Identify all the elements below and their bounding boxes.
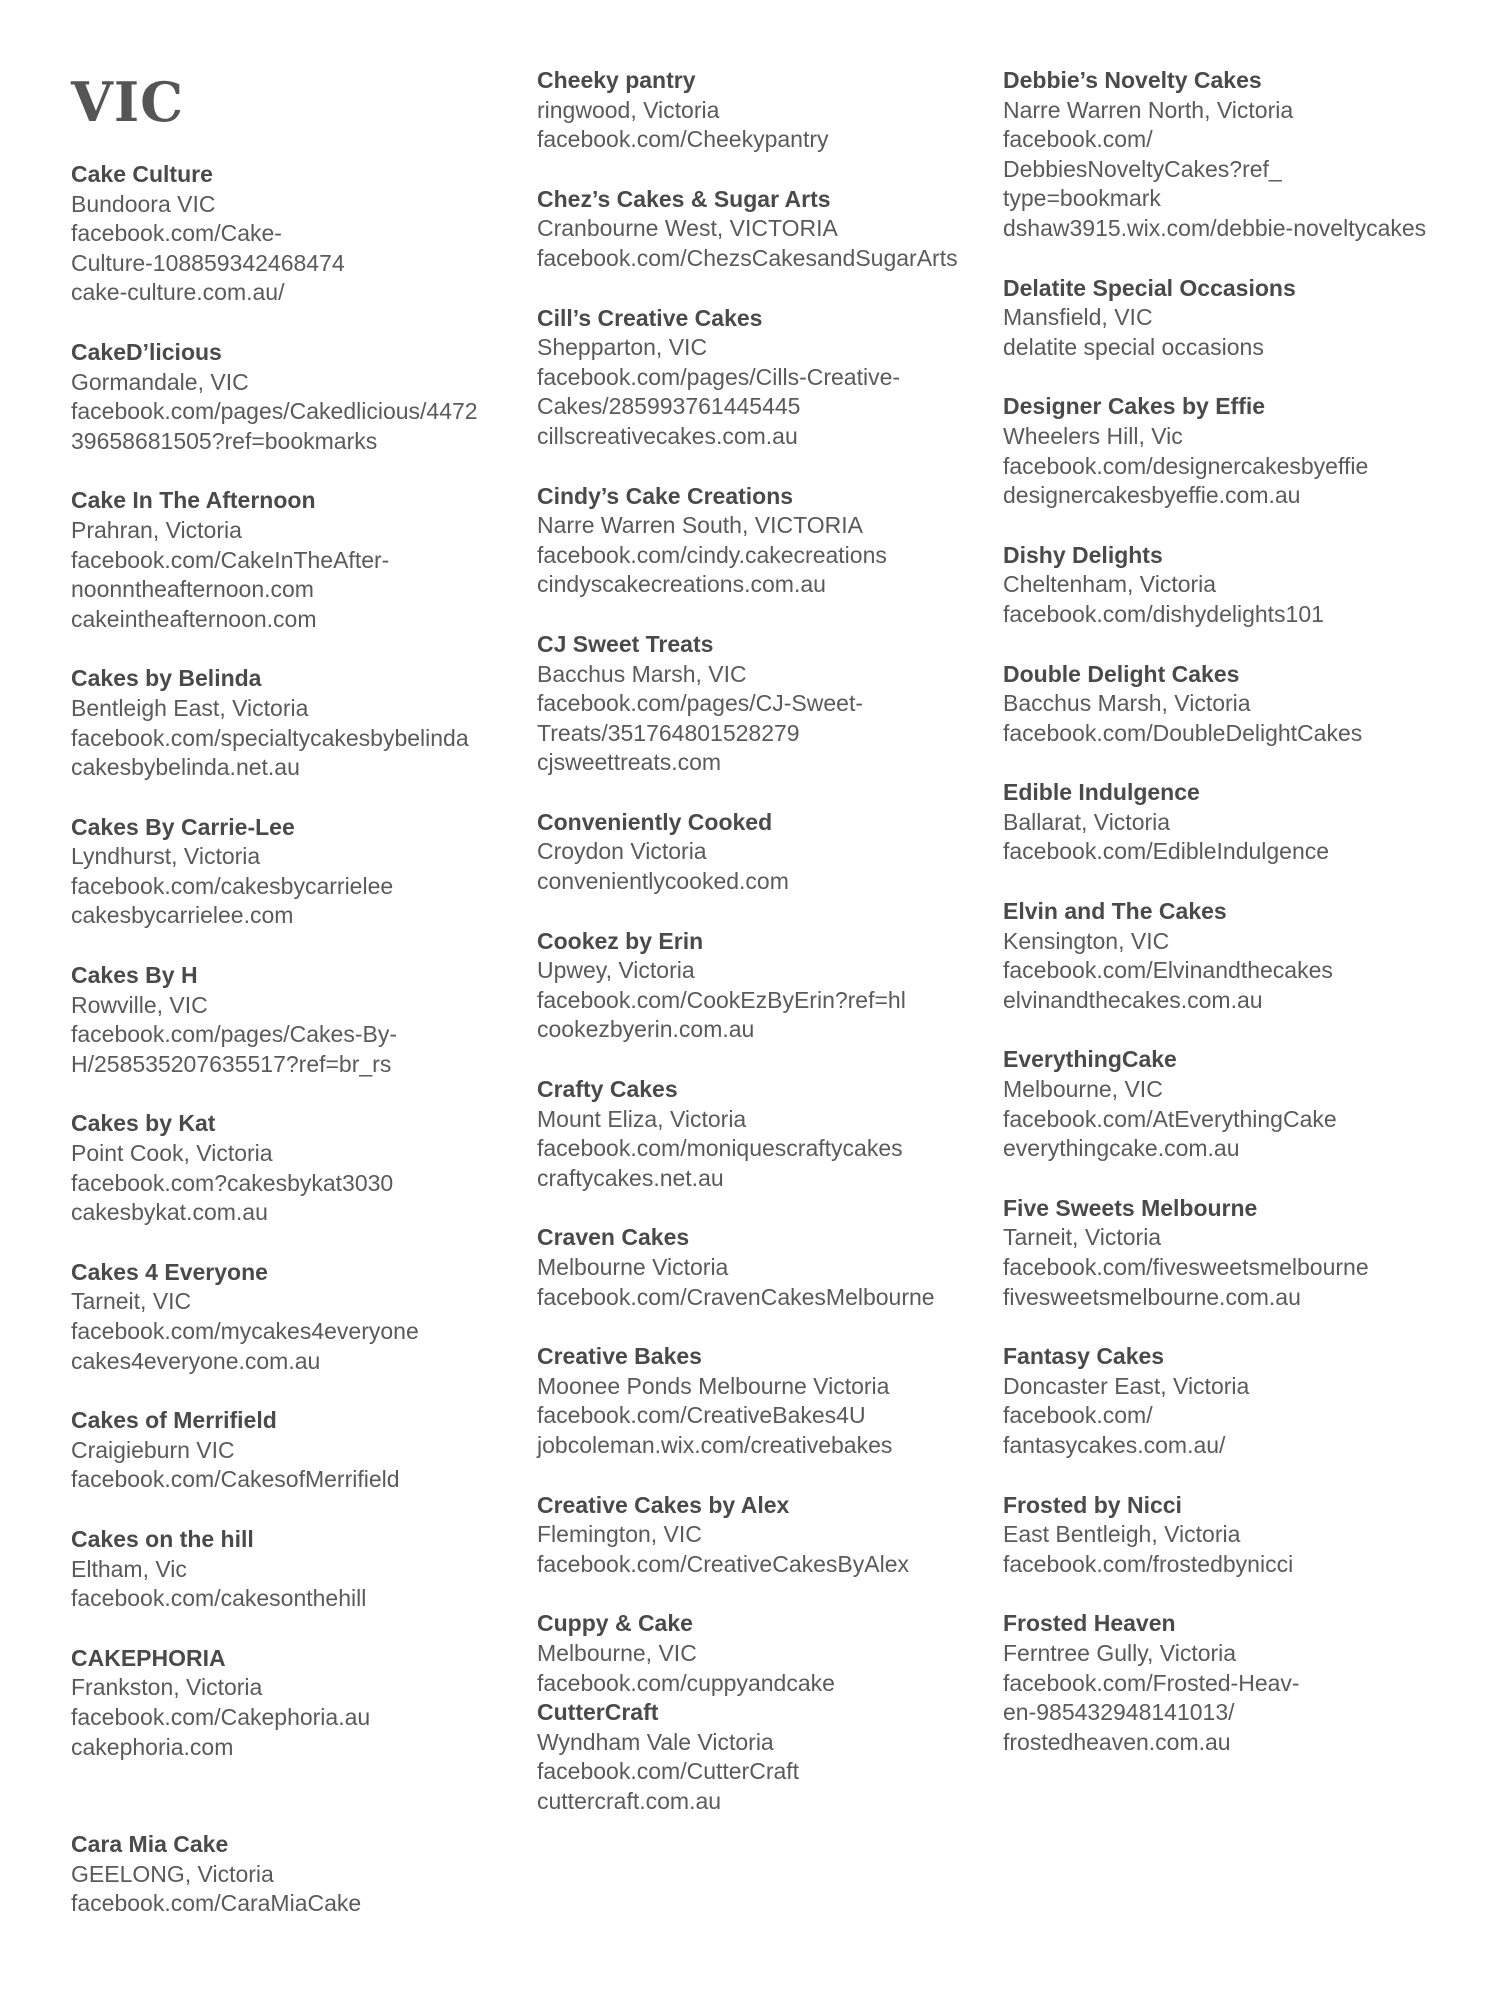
business-detail-line: cakes4everyone.com.au: [71, 1347, 321, 1374]
business-entry: [71, 813, 511, 931]
business-entry: [537, 304, 977, 452]
business-detail-line: East Bentleigh, Victoria: [1003, 1521, 1241, 1548]
business-detail-line: GEELONG, Victoria: [71, 1860, 274, 1887]
business-detail-line: Flemington, VIC: [537, 1521, 702, 1548]
business-name: EverythingCake: [1003, 1046, 1177, 1073]
business-detail-line: facebook.com/: [1003, 126, 1153, 153]
business-detail-line: Bacchus Marsh, VIC: [537, 660, 747, 687]
business-entry: [537, 1342, 977, 1460]
business-detail-line: convenientlycooked.com: [537, 868, 789, 895]
business-detail-line: facebook.com/cakesonthehill: [71, 1585, 367, 1612]
business-detail-line: Cranbourne West, VICTORIA: [537, 215, 838, 242]
column-1: [71, 66, 511, 1949]
business-name: CutterCraft: [537, 1699, 659, 1726]
business-detail-line: frostedheaven.com.au: [1003, 1728, 1231, 1755]
business-detail-line: cakesbybelinda.net.au: [71, 754, 300, 781]
business-detail-line: Rowville, VIC: [71, 991, 208, 1018]
business-detail-line: Wyndham Vale Victoria: [537, 1728, 774, 1755]
business-entry: [1003, 392, 1473, 510]
business-entry: [1003, 66, 1473, 244]
column-3: [1003, 66, 1473, 1787]
business-detail-line: fivesweetsmelbourne.com.au: [1003, 1283, 1301, 1310]
business-detail-line: facebook.com/cuppyandcake: [537, 1669, 835, 1696]
business-name: Frosted by Nicci: [1003, 1491, 1182, 1518]
business-name: Cill’s Creative Cakes: [537, 304, 763, 331]
business-name: Designer Cakes by Effie: [1003, 393, 1266, 420]
business-entry: [1003, 1045, 1473, 1163]
business-detail-line: cjsweettreats.com: [537, 749, 722, 776]
business-detail-line: type=bookmark: [1003, 185, 1161, 212]
business-entry: [1003, 778, 1473, 867]
business-detail-line: Gormandale, VIC: [71, 368, 249, 395]
business-detail-line: Croydon Victoria: [537, 838, 707, 865]
business-detail-line: facebook.com/fivesweetsmelbourne: [1003, 1254, 1369, 1280]
business-detail-line: elvinandthecakes.com.au: [1003, 986, 1263, 1013]
business-name: Cuppy & Cake: [537, 1610, 693, 1637]
business-detail-line: facebook.com/EdibleIndulgence: [1003, 838, 1330, 865]
business-detail-line: cookezbyerin.com.au: [537, 1016, 755, 1043]
business-name: Creative Bakes: [537, 1343, 702, 1370]
business-name: Dishy Delights: [1003, 541, 1163, 568]
business-detail-line: facebook.com/Cheekypantry: [537, 126, 829, 153]
business-detail-line: facebook.com/CreativeBakes4U: [537, 1402, 866, 1429]
business-entry: [537, 808, 977, 897]
business-entry: [1003, 274, 1473, 363]
business-detail-line: Cheltenham, Victoria: [1003, 571, 1217, 598]
business-name: Cakes by Kat: [71, 1110, 216, 1137]
business-detail-line: jobcoleman.wix.com/creativebakes: [537, 1431, 893, 1458]
business-detail-line: facebook.com/CookEzByErin?ref=hl: [537, 986, 906, 1013]
business-detail-line: Mansfield, VIC: [1003, 304, 1153, 331]
business-entry: [1003, 541, 1473, 630]
business-detail-line: Frankston, Victoria: [71, 1674, 263, 1701]
business-entry: [537, 66, 977, 155]
business-entry: [71, 961, 511, 1079]
business-entry: [1003, 1609, 1473, 1757]
business-detail-line: Tarneit, VIC: [71, 1288, 192, 1315]
business-detail-line: Prahran, Victoria: [71, 516, 242, 543]
business-entry: [537, 482, 977, 600]
business-name: Elvin and The Cakes: [1003, 898, 1227, 925]
business-detail-line: Narre Warren North, Victoria: [1003, 96, 1294, 123]
business-name: Conveniently Cooked: [537, 808, 773, 835]
business-detail-line: facebook.com/mycakes4everyone: [71, 1318, 419, 1344]
business-detail-line: facebook.com/Frosted-Heav-: [1003, 1669, 1300, 1696]
business-detail-line: en-985432948141013/: [1003, 1699, 1235, 1726]
business-detail-line: Tarneit, Victoria: [1003, 1224, 1162, 1251]
business-detail-line: Treats/351764801528279: [537, 719, 800, 746]
business-name: Craven Cakes: [537, 1224, 690, 1251]
business-detail-line: Mount Eliza, Victoria: [537, 1105, 747, 1132]
business-detail-line: facebook.com/CreativeCakesByAlex: [537, 1550, 909, 1577]
business-detail-line: Eltham, Vic: [71, 1555, 187, 1582]
business-detail-line: Melbourne Victoria: [537, 1254, 729, 1280]
business-name: Crafty Cakes: [537, 1076, 678, 1103]
business-entry: [71, 338, 511, 456]
business-name: CakeD’licious: [71, 338, 222, 365]
business-detail-line: designercakesbyeffie.com.au: [1003, 482, 1301, 509]
business-name: Edible Indulgence: [1003, 779, 1200, 806]
business-detail-line: facebook.com/moniquescraftycakes: [537, 1135, 903, 1162]
column-2-entries: [537, 66, 977, 1817]
column-2: [537, 66, 977, 1847]
business-detail-line: cakephoria.com: [71, 1733, 234, 1760]
business-entry: [537, 1223, 977, 1312]
business-detail-line: facebook.com/dishydelights101: [1003, 600, 1324, 627]
business-detail-line: facebook.com/CutterCraft: [537, 1758, 800, 1785]
business-name: Fantasy Cakes: [1003, 1343, 1165, 1370]
business-name: Cara Mia Cake: [71, 1831, 229, 1858]
business-detail-line: cake-culture.com.au/: [71, 279, 285, 306]
business-detail-line: delatite special occasions: [1003, 333, 1264, 360]
business-detail-line: ringwood, Victoria: [537, 96, 720, 123]
business-entry: [71, 1830, 511, 1919]
business-name: Cakes By Carrie-Lee: [71, 813, 295, 840]
business-detail-line: facebook.com/pages/Cakedlicious/4472: [71, 398, 478, 425]
business-detail-line: Bentleigh East, Victoria: [71, 694, 309, 721]
business-name: Cheeky pantry: [537, 67, 696, 93]
business-detail-line: facebook.com/pages/Cills-Creative-: [537, 363, 901, 390]
business-detail-line: Craigieburn VIC: [71, 1436, 235, 1463]
business-name: Cookez by Erin: [537, 927, 704, 954]
business-detail-line: Melbourne, VIC: [537, 1639, 697, 1666]
business-name: Cindy’s Cake Creations: [537, 482, 794, 509]
business-entry: [71, 1525, 511, 1614]
business-detail-line: everythingcake.com.au: [1003, 1135, 1240, 1162]
business-detail-line: facebook.com/Cakephoria.au: [71, 1703, 371, 1730]
business-detail-line: noonntheafternoon.com: [71, 576, 314, 603]
business-detail-line: facebook.com/cakesbycarrielee: [71, 872, 394, 899]
business-detail-line: facebook.com/frostedbynicci: [1003, 1550, 1294, 1577]
column-3-entries: [1003, 66, 1473, 1757]
region-title: VIC: [71, 70, 185, 134]
business-detail-line: Cakes/285993761445445: [537, 393, 801, 420]
business-detail-line: Upwey, Victoria: [537, 957, 695, 984]
business-detail-line: facebook.com/CaraMiaCake: [71, 1890, 362, 1917]
business-name: Cake Culture: [71, 161, 213, 187]
business-entry: [537, 185, 977, 274]
business-detail-line: cakesbycarrielee.com: [71, 902, 294, 929]
business-detail-line: Bacchus Marsh, Victoria: [1003, 690, 1251, 717]
business-detail-line: Kensington, VIC: [1003, 927, 1170, 954]
business-name: Cakes By H: [71, 962, 198, 989]
business-detail-line: Culture-108859342468474: [71, 249, 345, 276]
business-detail-line: facebook.com/: [1003, 1402, 1153, 1429]
business-detail-line: Bundoora VIC: [71, 190, 216, 217]
business-entry: [71, 1109, 511, 1227]
business-entry: [537, 1491, 977, 1580]
business-detail-line: cillscreativecakes.com.au: [537, 422, 798, 449]
business-entry: [71, 1644, 511, 1762]
business-detail-line: DebbiesNoveltyCakes?ref_: [1003, 155, 1282, 182]
business-entry: [537, 927, 977, 1045]
business-detail-line: Moonee Ponds Melbourne Victoria: [537, 1372, 890, 1399]
business-detail-line: facebook.com/Elvinandthecakes: [1003, 957, 1333, 984]
business-detail-line: facebook.com/designercakesbyeffie: [1003, 452, 1369, 479]
business-entry: [1003, 1491, 1473, 1580]
business-detail-line: facebook.com/CravenCakesMelbourne: [537, 1283, 935, 1310]
business-entry: [1003, 660, 1473, 749]
business-entry: [537, 1075, 977, 1193]
business-entry: [1003, 1342, 1473, 1460]
business-entry: [71, 1406, 511, 1495]
business-detail-line: Ferntree Gully, Victoria: [1003, 1639, 1237, 1666]
business-detail-line: Narre Warren South, VICTORIA: [537, 512, 863, 539]
business-detail-line: Wheelers Hill, Vic: [1003, 422, 1183, 449]
business-detail-line: H/258535207635517?ref=br_rs: [71, 1050, 392, 1077]
business-detail-line: craftycakes.net.au: [537, 1164, 724, 1191]
business-name: Cakes on the hill: [71, 1525, 254, 1552]
business-detail-line: Lyndhurst, Victoria: [71, 843, 261, 870]
business-name: Cakes of Merrifield: [71, 1407, 277, 1434]
business-entry: [537, 1609, 977, 1698]
business-detail-line: facebook.com/CakesofMerrifield: [71, 1466, 400, 1493]
business-detail-line: cakesbykat.com.au: [71, 1199, 268, 1226]
business-name: Double Delight Cakes: [1003, 660, 1240, 687]
business-detail-line: facebook.com/AtEverythingCake: [1003, 1105, 1337, 1132]
business-entry: [537, 1698, 977, 1816]
business-detail-line: cakeintheafternoon.com: [71, 605, 317, 632]
business-name: Cakes 4 Everyone: [71, 1258, 268, 1285]
business-name: Creative Cakes by Alex: [537, 1491, 790, 1518]
business-name: Frosted Heaven: [1003, 1610, 1176, 1637]
business-detail-line: Melbourne, VIC: [1003, 1076, 1163, 1103]
business-name: Five Sweets Melbourne: [1003, 1194, 1258, 1221]
business-name: Debbie’s Novelty Cakes: [1003, 67, 1262, 93]
business-detail-line: 39658681505?ref=bookmarks: [71, 427, 378, 454]
business-name: Chez’s Cakes & Sugar Arts: [537, 185, 831, 212]
business-entry: [71, 160, 511, 308]
business-detail-line: Point Cook, Victoria: [71, 1140, 273, 1167]
business-name: Cakes by Belinda: [71, 665, 262, 692]
business-detail-line: facebook.com/DoubleDelightCakes: [1003, 719, 1363, 746]
business-detail-line: dshaw3915.wix.com/debbie-noveltycakes: [1003, 214, 1427, 241]
business-entry: [1003, 897, 1473, 1015]
business-name: Cake In The Afternoon: [71, 487, 316, 514]
business-detail-line: facebook.com?cakesbykat3030: [71, 1169, 394, 1196]
business-name: CAKEPHORIA: [71, 1644, 226, 1671]
business-entry: [71, 1258, 511, 1376]
business-detail-line: facebook.com/ChezsCakesandSugarArts: [537, 244, 958, 271]
business-detail-line: Shepparton, VIC: [537, 334, 708, 361]
business-detail-line: cindyscakecreations.com.au: [537, 571, 826, 598]
business-detail-line: cuttercraft.com.au: [537, 1787, 722, 1814]
business-detail-line: facebook.com/pages/Cakes-By-: [71, 1021, 397, 1048]
business-name: Delatite Special Occasions: [1003, 274, 1296, 301]
business-entry: [71, 486, 511, 634]
business-name: CJ Sweet Treats: [537, 630, 714, 657]
business-detail-line: Doncaster East, Victoria: [1003, 1372, 1250, 1399]
business-entry: [537, 630, 977, 778]
business-detail-line: facebook.com/Cake-: [71, 220, 282, 247]
business-detail-line: fantasycakes.com.au/: [1003, 1431, 1226, 1458]
business-detail-line: facebook.com/pages/CJ-Sweet-: [537, 690, 863, 717]
business-detail-line: facebook.com/cindy.cakecreations: [537, 541, 887, 568]
business-entry: [1003, 1194, 1473, 1312]
business-detail-line: facebook.com/specialtycakesbybelinda: [71, 724, 469, 751]
business-detail-line: facebook.com/CakeInTheAfter-: [71, 546, 390, 573]
column-1-entries: [71, 160, 511, 1919]
business-detail-line: Ballarat, Victoria: [1003, 808, 1171, 835]
business-entry: [71, 664, 511, 782]
